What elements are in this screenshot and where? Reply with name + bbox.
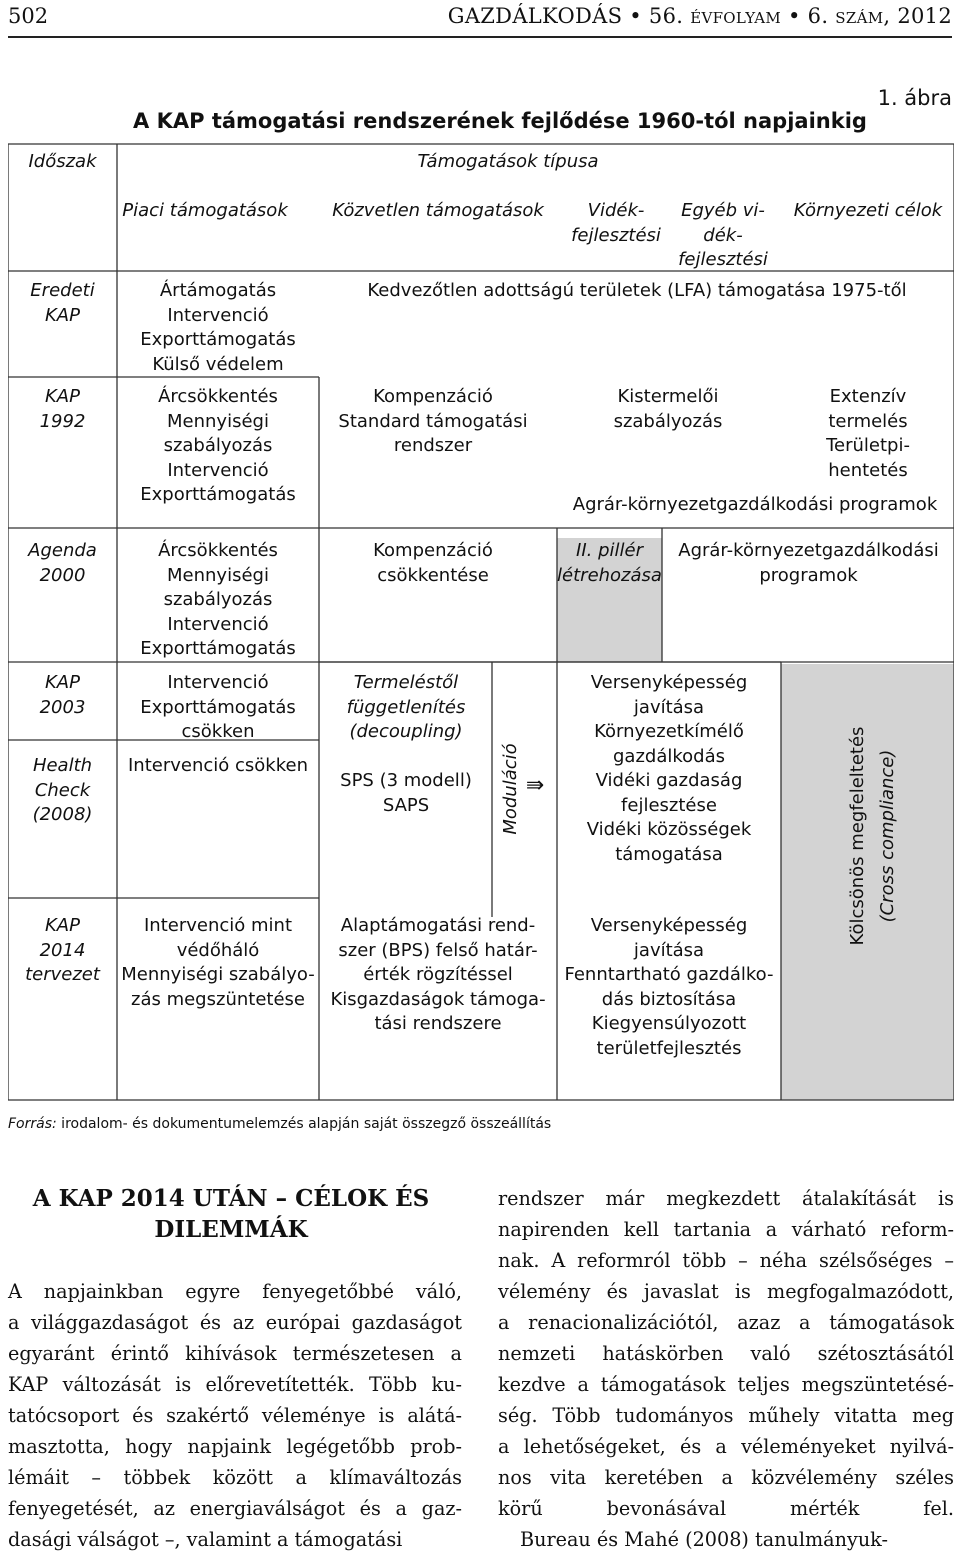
text-line: kezdve a támogatások teljes megszüntetésé-: [498, 1373, 954, 1396]
col-market: Piaci támogatások: [122, 200, 288, 221]
figure-title: A KAP támogatási rendszerének fejlődése 1960-tól napjainkig: [133, 109, 867, 133]
figure-table: [8, 142, 954, 1102]
period-original: Eredeti KAP: [30, 280, 95, 326]
article-right-column: [498, 1183, 954, 1555]
text-line: vélemény és javaslat is megfogalmazódott,: [498, 1280, 954, 1303]
text-line: a renacionalizációtól, azaz a támogatások: [498, 1311, 954, 1334]
section-heading: A KAP 2014 UTÁN – CÉLOK ÉS DILEMMÁK: [32, 1185, 430, 1243]
journal-info: GAZDÁLKODÁS • 56. évfolyam • 6. szám, 2012: [447, 4, 952, 28]
col-rural: Vidék- fejlesztési: [571, 200, 661, 246]
cell-2014-rural: Versenyképesség javítása Fenntartható gazdálko- dás biztosítása Kiegyensúlyozott területfejlesztés: [564, 915, 774, 1059]
text-line: napirenden kell tartania a várható reform-: [498, 1218, 954, 1241]
issue-number: 6.: [807, 4, 829, 28]
page-header: [8, 0, 952, 38]
cell-1992-agrienv: Agrár-környezetgazdálkodási programok: [572, 494, 938, 515]
source-label: Forrás:: [8, 1116, 57, 1132]
cell-agenda-direct: Kompenzáció csökkentése: [373, 540, 493, 586]
issue-label: szám: [835, 4, 884, 28]
cell-hc-market: Intervenció csökken: [128, 755, 308, 776]
text-line: a világgazdaságot és az európai gazdaságot: [8, 1311, 462, 1334]
period-2014: KAP 2014 tervezet: [25, 915, 100, 985]
article-left-column: [8, 1276, 462, 1555]
cell-agenda-agrienv: Agrár-környezetgazdálkodási programok: [678, 540, 939, 586]
volume-number: 56.: [648, 4, 684, 28]
text-line: tatócsoport és szakértő véleménye is alátá-: [8, 1404, 462, 1427]
text-line: lémáit – többek között a klímaváltozás: [8, 1466, 462, 1489]
cell-2003-market: Intervenció Exporttámogatás csökken: [140, 672, 296, 742]
text-line: nemzeti hatáskörben való szétosztásától: [498, 1342, 954, 1365]
text-line: körű bevonásával mérték fel.: [498, 1497, 954, 1520]
figure-source: [8, 1116, 551, 1132]
col-direct: Közvetlen támogatások: [332, 200, 544, 221]
type-header: Támogatások típusa: [417, 151, 599, 172]
cell-agenda-pillar: II. pillér létrehozása: [557, 540, 662, 586]
text-line: nak. A reformról több – néha szélsőséges –: [498, 1249, 954, 1272]
cell-original-lfa: Kedvezőtlen adottságú területek (LFA) támogatása 1975-től: [367, 280, 907, 301]
page-number: 502: [8, 4, 49, 28]
text-line: ség. Több tudományos műhely vitatta meg: [498, 1404, 954, 1427]
col-environment: Környezeti célok: [793, 200, 943, 221]
cell-1992-market: Árcsökkentés Mennyiségi szabályozás Intervenció Exporttámogatás: [140, 386, 296, 505]
figure-number: 1. ábra: [877, 86, 952, 110]
text-line: rendszer már megkezdett átalakítását is: [498, 1187, 954, 1210]
modulation-label: Moduláció: [500, 743, 521, 835]
text-line: egyaránt érintő kihívások természetesen a: [8, 1342, 462, 1365]
cell-agenda-market: Árcsökkentés Mennyiségi szabályozás Intervenció Exporttámogatás: [140, 540, 296, 659]
text-line: masztotta, hogy napjaink legégetőbb prob-: [8, 1435, 462, 1458]
text-line: A napjainkban egyre fenyegetőbbé váló,: [8, 1280, 462, 1303]
cell-2014-direct: Alaptámogatási rend- szer (BPS) felső határ- érték rögzítéssel Kisgazdaságok támoga- tási rendszere: [330, 915, 546, 1034]
cross-compliance-label: Kölcsönös megfeleltetés: [847, 726, 868, 946]
text-line: KAP változását is előrevetítették. Több ku-: [8, 1373, 462, 1396]
cell-original-market: Ártámogatás Intervenció Exporttámogatás Külső védelem: [140, 280, 296, 375]
cell-1992-rural: Kistermelői szabályozás: [613, 386, 723, 432]
col-other-rural: Egyéb vi- dék- fejlesztési: [678, 200, 768, 270]
text-line: a lehetőségeket, és a véleményeket nyilvá-: [498, 1435, 954, 1458]
text-line: Bureau és Mahé (2008) tanulmányuk-: [520, 1528, 888, 1551]
period-2003: KAP 2003: [39, 672, 86, 718]
period-agenda2000: Agenda 2000: [28, 540, 97, 586]
cell-1992-environment: Extenzív termelés Területpi- hentetés: [826, 386, 910, 481]
period-header: Időszak: [28, 151, 97, 172]
modulation-arrow: ⇛: [525, 773, 545, 798]
text-line: nos vita keretében a közvélemény széles: [498, 1466, 954, 1489]
cross-compliance-sublabel: (Cross compliance): [877, 749, 898, 923]
text-line: dasági válságot –, valamint a támogatási: [8, 1528, 403, 1551]
journal-name: GAZDÁLKODÁS: [447, 4, 623, 28]
cell-2003-direct: Termeléstől függetlenítés (decoupling): [346, 672, 466, 742]
cell-rural-2003: Versenyképesség javítása Környezetkímélő gazdálkodás Vidéki gazdaság fejlesztése Vidéki közösségek támogatása: [586, 672, 752, 865]
text-line: fenyegetését, az energiaválságot és a gaz-: [8, 1497, 462, 1520]
cell-hc-direct: SPS (3 modell) SAPS: [340, 770, 472, 816]
year: 2012: [897, 4, 952, 28]
volume-label: évfolyam: [690, 4, 782, 28]
cell-2014-market: Intervenció mint védőháló Mennyiségi szabályo- zás megszüntetése: [121, 915, 315, 1010]
period-1992: KAP 1992: [39, 386, 86, 432]
period-health-check: Health Check (2008): [32, 755, 93, 825]
cell-1992-direct: Kompenzáció Standard támogatási rendszer: [338, 386, 528, 456]
source-text: irodalom- és dokumentumelemzés alapján saját összegző összeállítás: [56, 1116, 552, 1132]
